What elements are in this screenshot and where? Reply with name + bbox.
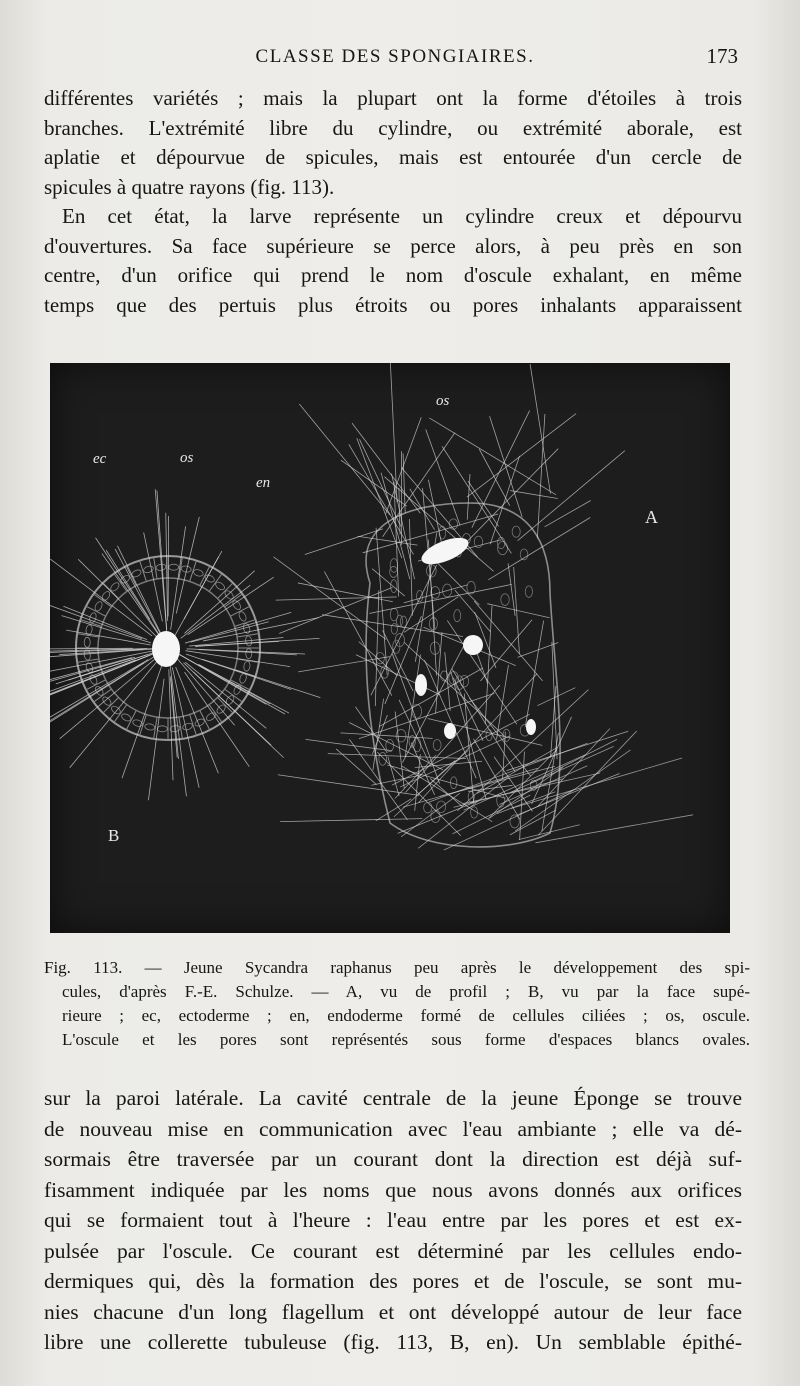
text-line: spicules à quatre rayons (fig. 113). bbox=[44, 174, 335, 199]
spicule bbox=[280, 819, 422, 822]
figure-label-ec: ec bbox=[93, 451, 107, 467]
spicule bbox=[405, 685, 500, 792]
spicule bbox=[202, 659, 320, 697]
spicule bbox=[399, 488, 400, 535]
text-line: aplatie et dépourvue de spicules, mais est entourée d'un cercle de bbox=[44, 145, 742, 169]
cell bbox=[431, 810, 440, 822]
cell bbox=[512, 526, 520, 537]
spicule bbox=[157, 491, 167, 630]
spicule bbox=[176, 667, 219, 773]
cell-wall bbox=[126, 566, 136, 586]
sponge-illustration bbox=[50, 363, 730, 933]
spicule bbox=[379, 668, 483, 727]
spicule bbox=[50, 657, 154, 727]
spicule bbox=[388, 757, 399, 796]
bottom-paragraph bbox=[44, 1083, 742, 1358]
spicule bbox=[402, 641, 466, 762]
text-line: libre une collerette tubuleuse (fig. 113, B, en). Un semblable épithé- bbox=[44, 1330, 742, 1354]
spicule bbox=[372, 569, 405, 596]
cell bbox=[454, 610, 461, 622]
figure-caption bbox=[44, 956, 750, 1052]
pore bbox=[526, 719, 536, 735]
spicule bbox=[392, 714, 530, 785]
text-line: centre, d'un orifice qui prend le nom d'oscule exhalant, en même bbox=[44, 263, 742, 287]
pore bbox=[444, 723, 456, 739]
spicule bbox=[525, 621, 543, 728]
text-line: de nouveau mise en communication avec l'eau ambiante ; elle va dé- bbox=[44, 1116, 742, 1141]
spicule bbox=[349, 444, 414, 554]
text-line: qui se formaient tout à l'heure : l'eau entre par les pores et est ex- bbox=[44, 1208, 742, 1232]
specimen-a-profile-view bbox=[273, 363, 693, 850]
spicule bbox=[355, 707, 387, 753]
cell bbox=[391, 624, 397, 635]
spicule bbox=[184, 551, 222, 619]
spicule bbox=[324, 572, 391, 696]
caption-line: rieure ; ec, ectoderme ; en, endoderme formé de cellules ciliées ; os, oscule. bbox=[62, 1006, 750, 1025]
text-line: temps que des pertuis plus étroits ou pores inhalants apparaissent bbox=[44, 292, 742, 317]
text-line: sormais être traversée par un courant dont la direction est déjà suf- bbox=[44, 1147, 742, 1171]
spicule bbox=[444, 790, 574, 851]
cell bbox=[169, 564, 179, 570]
cell bbox=[144, 723, 155, 730]
spicule bbox=[279, 587, 392, 633]
spicule bbox=[426, 429, 460, 525]
spicule bbox=[50, 652, 158, 707]
spicule bbox=[545, 500, 591, 526]
text-line: pulsée par l'oscule. Ce courant est déterminé par les cellules endo- bbox=[44, 1238, 742, 1263]
spicule bbox=[352, 423, 420, 513]
caption-line: Fig. 113. — Jeune Sycandra raphanus peu après le développement des spi- bbox=[44, 958, 750, 977]
cell-wall bbox=[200, 710, 210, 730]
spicule bbox=[424, 660, 476, 778]
spicule bbox=[400, 736, 510, 787]
spicule bbox=[537, 688, 575, 706]
cell bbox=[84, 637, 90, 647]
spicule bbox=[474, 601, 542, 681]
cell-wall bbox=[230, 606, 250, 616]
spicule bbox=[488, 518, 590, 580]
cell bbox=[390, 559, 398, 573]
cell bbox=[193, 569, 204, 578]
cell bbox=[243, 661, 250, 672]
spicule bbox=[530, 739, 617, 783]
oscule-a bbox=[418, 532, 472, 569]
pore bbox=[463, 635, 483, 655]
spicule bbox=[62, 616, 151, 643]
spicule bbox=[405, 654, 420, 757]
cell-wall bbox=[237, 659, 259, 662]
running-head bbox=[40, 44, 750, 76]
cell bbox=[157, 726, 167, 732]
cell bbox=[501, 594, 509, 606]
cell bbox=[417, 590, 423, 601]
spicule bbox=[467, 414, 576, 498]
pore bbox=[415, 674, 427, 696]
cell-wall bbox=[217, 697, 233, 713]
spicule bbox=[398, 801, 478, 833]
spicule bbox=[172, 667, 199, 787]
spicule bbox=[518, 451, 625, 541]
cell bbox=[433, 739, 441, 750]
spicule bbox=[490, 456, 519, 544]
text-line: sur la paroi latérale. La cavité centrale de la jeune Éponge se trouve bbox=[44, 1086, 742, 1110]
text-line: nies chacune d'un long flagellum et ont développé autour de leur face bbox=[44, 1299, 742, 1324]
cell-wall bbox=[103, 583, 119, 599]
spicule bbox=[299, 404, 390, 515]
spicule bbox=[363, 514, 498, 553]
text-line: d'ouvertures. Sa face supérieure se perce alors, à peu près en son bbox=[44, 233, 742, 258]
spicule bbox=[447, 620, 517, 724]
cell bbox=[525, 586, 532, 598]
spicule bbox=[341, 733, 433, 738]
cell-wall bbox=[154, 557, 157, 579]
spicule bbox=[472, 411, 530, 528]
figure-label-os-right: os bbox=[436, 393, 450, 409]
cell-wall bbox=[217, 583, 233, 599]
cell bbox=[246, 649, 252, 659]
spicule bbox=[273, 557, 386, 640]
text-line: dermiques qui, dès la formation des pores et de l'oscule, se sont mu- bbox=[44, 1269, 742, 1293]
spicule bbox=[485, 606, 492, 725]
spicule bbox=[430, 779, 462, 807]
spicule bbox=[50, 559, 152, 636]
cell-wall bbox=[179, 717, 182, 739]
cell bbox=[391, 580, 398, 593]
spicule bbox=[487, 604, 549, 618]
spicule bbox=[70, 656, 162, 768]
cell bbox=[182, 722, 193, 731]
spicule bbox=[375, 590, 379, 706]
cell bbox=[497, 537, 505, 548]
cell-wall bbox=[237, 634, 259, 637]
page-number: 173 bbox=[706, 44, 738, 68]
text-line: En cet état, la larve représente un cylindre creux et dépourvu bbox=[62, 204, 742, 228]
spicule bbox=[455, 590, 491, 632]
figure-label-a: A bbox=[645, 507, 658, 527]
figure-label-os-left: os bbox=[180, 450, 194, 466]
spicule bbox=[535, 815, 693, 843]
spicule bbox=[477, 747, 557, 793]
spicule bbox=[442, 446, 511, 553]
spicule bbox=[519, 825, 580, 840]
figure-113-plate bbox=[50, 363, 730, 933]
spicule bbox=[371, 565, 437, 695]
running-head-title: CLASSE DES SPONGIAIRES. bbox=[255, 46, 535, 67]
caption-line: cules, d'après F.-E. Schulze. — A, vu de profil ; B, vu par la face supé- bbox=[62, 982, 750, 1001]
spicule bbox=[381, 473, 410, 579]
spicule bbox=[538, 731, 637, 835]
spicule bbox=[383, 630, 413, 691]
figure-label-b: B bbox=[108, 826, 120, 845]
cell bbox=[424, 802, 432, 813]
text-line: fisamment indiquée par les noms que nous avons donnés aux orifices bbox=[44, 1177, 742, 1202]
text-line: différentes variétés ; mais la plupart ont la forme d'étoiles à trois bbox=[44, 86, 742, 110]
top-paragraph bbox=[44, 84, 742, 320]
spicule bbox=[199, 650, 297, 655]
text-line: branches. L'extrémité libre du cylindre, ou extrémité aborale, est bbox=[44, 115, 742, 140]
caption-line: L'oscule et les pores sont représentés sous forme d'espaces blancs ovales. bbox=[62, 1030, 750, 1049]
specimen-b-top-view bbox=[50, 489, 320, 800]
body-outline bbox=[366, 503, 560, 847]
spicule bbox=[96, 538, 163, 640]
figure-label-en: en bbox=[256, 475, 271, 491]
oscule-b bbox=[152, 631, 180, 667]
spicule bbox=[511, 746, 614, 792]
spicule bbox=[358, 536, 418, 545]
